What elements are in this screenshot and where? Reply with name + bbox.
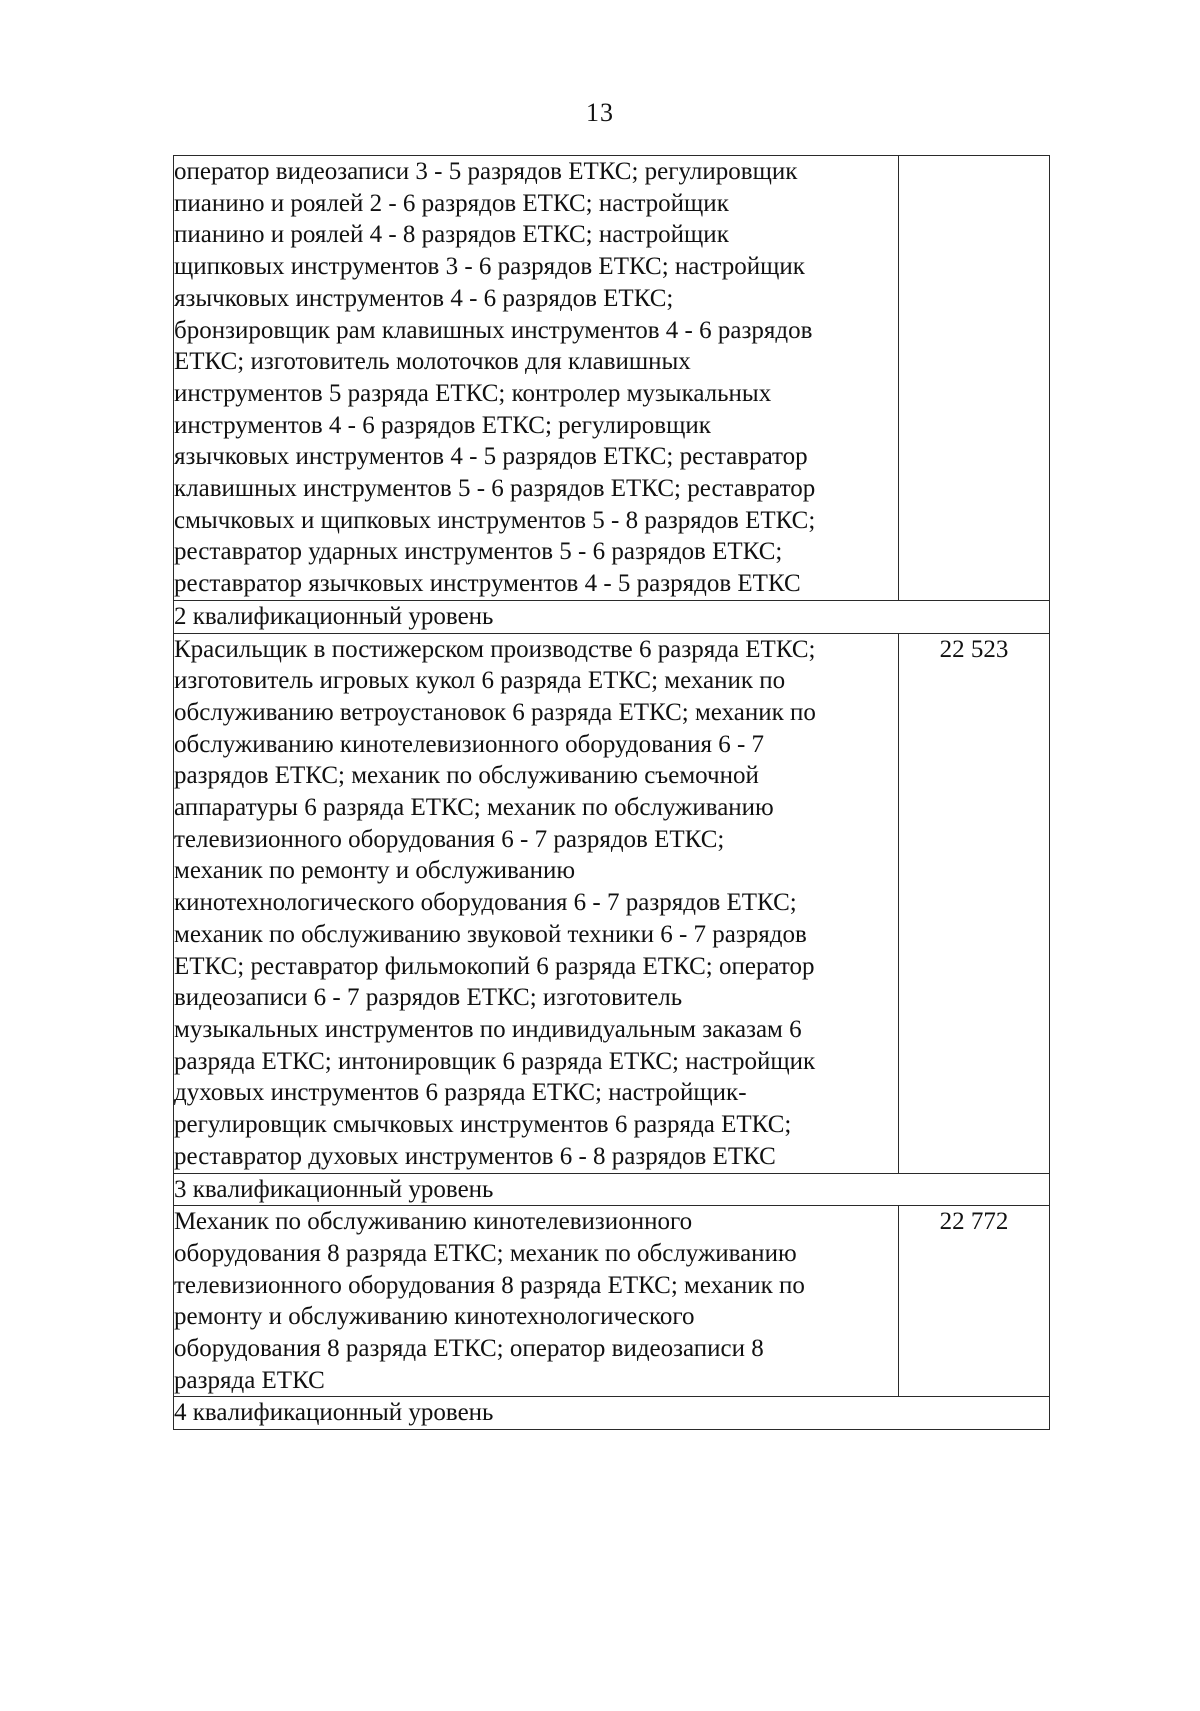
profession-text-line: пианино и роялей 2 - 6 разрядов ЕТКС; настройщик xyxy=(174,189,729,217)
qualification-level-row xyxy=(174,1173,1050,1206)
salary-cell: 22 523 xyxy=(899,633,1050,1173)
profession-text-line: инструментов 4 - 6 разрядов ЕТКС; регулировщик xyxy=(174,411,711,439)
profession-text-line: разрядов ЕТКС; механик по обслуживанию съемочной xyxy=(174,762,759,790)
table-row xyxy=(174,1206,1050,1397)
profession-text-line: разряда ЕТКС; интонировщик 6 разряда ЕТКС; настройщик xyxy=(174,1047,816,1075)
profession-text-line: оборудования 8 разряда ЕТКС; оператор видеозаписи 8 xyxy=(174,1335,764,1363)
qualification-level-label: 3 квалификационный уровень xyxy=(174,1173,1050,1206)
profession-text-line: ремонту и обслуживанию кинотехнологического xyxy=(174,1303,695,1331)
profession-list-cell xyxy=(174,633,899,1173)
profession-text-line: музыкальных инструментов по индивидуальным заказам 6 xyxy=(174,1015,802,1043)
profession-text-line: ЕТКС; изготовитель молоточков для клавишных xyxy=(174,348,691,376)
salary-cell: 22 772 xyxy=(899,1206,1050,1397)
profession-text-line: бронзировщик рам клавишных инструментов 4 - 6 разрядов xyxy=(174,316,813,344)
profession-text-line: кинотехнологического оборудования 6 - 7 разрядов ЕТКС; xyxy=(174,889,797,917)
qualification-level-label: 4 квалификационный уровень xyxy=(174,1397,1050,1430)
profession-text-line: механик по ремонту и обслуживанию xyxy=(174,857,576,885)
profession-text-line: телевизионного оборудования 6 - 7 разрядов ЕТКС; xyxy=(174,825,725,853)
profession-list-cell xyxy=(174,1206,899,1397)
profession-text-line: регулировщик смычковых инструментов 6 разряда ЕТКС; xyxy=(174,1111,792,1139)
profession-text-line: механик по обслуживанию звуковой техники 6 - 7 разрядов xyxy=(174,920,807,948)
profession-text-line: реставратор язычковых инструментов 4 - 5 разрядов ЕТКС xyxy=(174,570,801,598)
profession-text-line: телевизионного оборудования 8 разряда ЕТКС; механик по xyxy=(174,1271,805,1299)
profession-text-line: смычковых и щипковых инструментов 5 - 8 разрядов ЕТКС; xyxy=(174,506,816,534)
profession-text-line: Механик по обслуживанию кинотелевизионного xyxy=(174,1208,693,1236)
page-number: 13 xyxy=(586,98,614,127)
profession-list-cell xyxy=(174,156,899,601)
profession-text-line: реставратор ударных инструментов 5 - 6 разрядов ЕТКС; xyxy=(174,538,783,566)
profession-text-line: клавишных инструментов 5 - 6 разрядов ЕТКС; реставратор xyxy=(174,475,816,503)
profession-text-line: изготовитель игровых кукол 6 разряда ЕТКС; механик по xyxy=(174,667,786,695)
profession-text-line: обслуживанию ветроустановок 6 разряда ЕТКС; механик по xyxy=(174,698,816,726)
profession-text-line: язычковых инструментов 4 - 5 разрядов ЕТКС; реставратор xyxy=(174,443,808,471)
qualification-level-label: 2 квалификационный уровень xyxy=(174,600,1050,633)
profession-text-line: инструментов 5 разряда ЕТКС; контролер музыкальных xyxy=(174,379,772,407)
profession-text-line: реставратор духовых инструментов 6 - 8 разрядов ЕТКС xyxy=(174,1142,776,1170)
profession-text-line: пианино и роялей 4 - 8 разрядов ЕТКС; настройщик xyxy=(174,221,729,249)
profession-text-line: Красильщик в постижерском производстве 6 разряда ЕТКС; xyxy=(174,635,816,663)
table-body xyxy=(174,156,1050,1430)
qualification-level-row xyxy=(174,1397,1050,1430)
profession-text-line: оператор видеозаписи 3 - 5 разрядов ЕТКС; регулировщик xyxy=(174,158,798,185)
profession-text-line: язычковых инструментов 4 - 6 разрядов ЕТКС; xyxy=(174,284,674,312)
profession-text-line: щипковых инструментов 3 - 6 разрядов ЕТКС; настройщик xyxy=(174,253,805,281)
profession-text-line: духовых инструментов 6 разряда ЕТКС; настройщик- xyxy=(174,1079,747,1107)
table-row xyxy=(174,633,1050,1173)
profession-text-line: разряда ЕТКС xyxy=(174,1366,325,1394)
table-row xyxy=(174,156,1050,601)
qualification-level-row xyxy=(174,600,1050,633)
qualification-table xyxy=(173,155,1050,1430)
profession-text-line: оборудования 8 разряда ЕТКС; механик по обслуживанию xyxy=(174,1239,797,1267)
profession-text-line: ЕТКС; реставратор фильмокопий 6 разряда ЕТКС; оператор xyxy=(174,952,815,980)
profession-text-line: видеозаписи 6 - 7 разрядов ЕТКС; изготовитель xyxy=(174,984,683,1012)
salary-cell xyxy=(899,156,1050,601)
profession-text-line: обслуживанию кинотелевизионного оборудования 6 - 7 xyxy=(174,730,765,758)
profession-text-line: аппаратуры 6 разряда ЕТКС; механик по обслуживанию xyxy=(174,794,774,822)
